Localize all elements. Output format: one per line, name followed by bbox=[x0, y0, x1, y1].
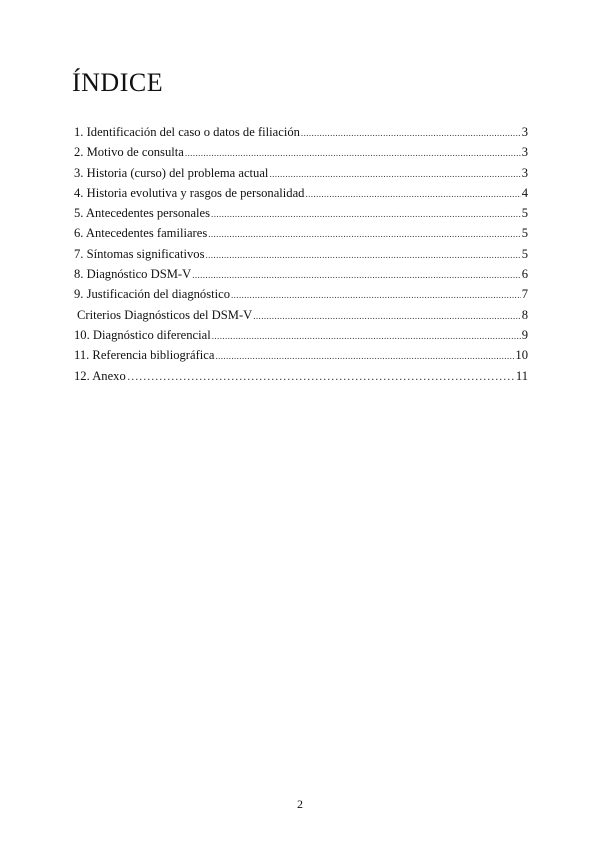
toc-entry-page: 3 bbox=[521, 165, 528, 180]
toc-entry-label: 9. Justificación del diagnóstico bbox=[74, 287, 230, 302]
toc-entry[interactable] bbox=[74, 284, 528, 304]
toc-dot-leader bbox=[301, 123, 521, 143]
toc-entry[interactable] bbox=[74, 345, 528, 365]
toc-entry-label: 1. Identificación del caso o datos de filiación bbox=[74, 125, 300, 139]
toc-entry-label: 8. Diagnóstico DSM-V bbox=[74, 267, 192, 282]
toc-dot-leader bbox=[185, 143, 521, 163]
toc-dot-leader bbox=[192, 265, 521, 285]
toc-entry[interactable] bbox=[74, 244, 528, 264]
toc-entry-label: 3. Historia (curso) del problema actual bbox=[74, 165, 269, 180]
toc-entry-page: 3 bbox=[521, 145, 528, 160]
toc-entry[interactable] bbox=[74, 142, 528, 162]
toc-dot-leader bbox=[305, 184, 520, 204]
toc-entry-page: 7 bbox=[521, 287, 528, 302]
toc-dot-leader bbox=[127, 366, 515, 387]
toc-entry[interactable] bbox=[74, 305, 528, 325]
toc-dot-leader bbox=[208, 224, 520, 244]
toc-entry-label: 10. Diagnóstico diferencial bbox=[74, 327, 211, 342]
toc-entry[interactable] bbox=[74, 203, 528, 223]
page-number: 2 bbox=[297, 797, 303, 811]
toc-dot-leader bbox=[231, 285, 521, 305]
toc-entry-label: 11. Referencia bibliográfica bbox=[74, 348, 215, 363]
toc-entry[interactable] bbox=[74, 122, 528, 142]
toc-entry-page: 5 bbox=[521, 206, 528, 221]
toc-entry-label: 12. Anexo bbox=[74, 368, 126, 383]
toc-entry-label: 2. Motivo de consulta bbox=[74, 145, 184, 160]
toc-entry-label: 6. Antecedentes familiares bbox=[74, 226, 208, 241]
toc-entry-page: 4 bbox=[521, 185, 528, 200]
toc-entry-page: 9 bbox=[521, 327, 528, 342]
toc-entry-label: 4. Historia evolutiva y rasgos de personalidad bbox=[74, 185, 305, 200]
toc-entry[interactable] bbox=[74, 366, 528, 386]
toc-dot-leader bbox=[269, 164, 520, 184]
table-of-contents bbox=[74, 122, 528, 386]
toc-entry-page: 8 bbox=[521, 307, 528, 322]
toc-dot-leader bbox=[205, 245, 520, 265]
toc-entry[interactable] bbox=[74, 325, 528, 345]
toc-dot-leader bbox=[215, 346, 514, 366]
toc-entry[interactable] bbox=[74, 183, 528, 203]
toc-dot-leader bbox=[253, 306, 520, 326]
toc-entry-page: 3 bbox=[521, 125, 528, 139]
toc-entry-label: 5. Antecedentes personales bbox=[74, 206, 211, 221]
toc-entry[interactable] bbox=[74, 163, 528, 183]
toc-dot-leader bbox=[211, 204, 521, 224]
toc-entry[interactable] bbox=[74, 223, 528, 243]
toc-entry-label: Criterios Diagnósticos del DSM-V bbox=[77, 307, 253, 322]
toc-entry-page: 5 bbox=[521, 226, 528, 241]
toc-entry-page: 6 bbox=[521, 267, 528, 282]
toc-dot-leader bbox=[212, 326, 521, 346]
toc-entry-page: 5 bbox=[521, 246, 528, 261]
toc-entry-label: 7. Síntomas significativos bbox=[74, 246, 205, 261]
toc-entry[interactable] bbox=[74, 264, 528, 284]
page-title: ÍNDICE bbox=[72, 68, 164, 97]
toc-entry-page: 11 bbox=[515, 368, 528, 383]
toc-entry-page: 10 bbox=[515, 348, 528, 363]
